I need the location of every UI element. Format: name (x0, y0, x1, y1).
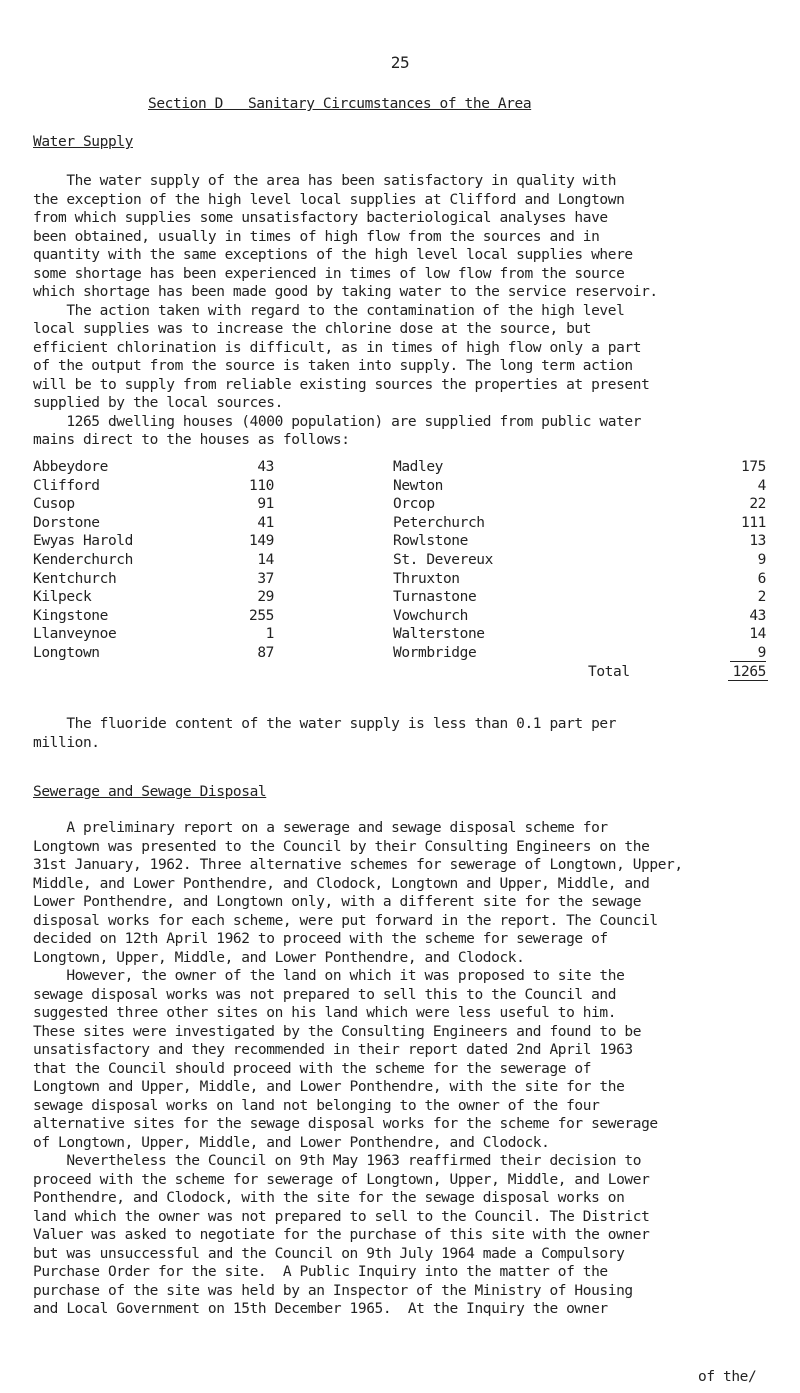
table-row (0, 570, 800, 588)
text-line: The water supply of the area has been satisfactory in quality with (33, 173, 617, 189)
text-line: some shortage has been experienced in times of low flow from the source (33, 265, 625, 282)
text-line: A preliminary report on a sewerage and sewage disposal scheme for (33, 820, 608, 836)
text-line: land which the owner was not prepared to sell to the Council. The District (33, 1208, 650, 1225)
place-name: Longtown (33, 645, 100, 661)
place-name: Abbeydore (33, 459, 108, 475)
house-count: 255 (249, 607, 274, 624)
house-count: 2 (757, 589, 766, 606)
text-line: Valuer was asked to negotiate for the purchase of this site with the owner (33, 1227, 650, 1243)
house-count: 6 (757, 570, 766, 587)
house-count: 13 (749, 533, 766, 550)
text-line: million. (33, 734, 100, 751)
table-row (0, 625, 800, 643)
house-count: 9 (757, 645, 766, 661)
text-line: The action taken with regard to the contamination of the high level (33, 302, 625, 319)
text-line: supplied by the local sources. (33, 395, 283, 411)
text-line: that the Council should proceed with the scheme for the sewerage of (33, 1060, 592, 1077)
house-count: 14 (749, 626, 766, 643)
text-line: quantity with the same exceptions of the high level local supplies where (33, 247, 633, 263)
text-line: disposal works for each scheme, were put forward in the report. The Council (33, 912, 658, 929)
house-count: 22 (749, 496, 766, 513)
total-rule (730, 661, 766, 662)
text-line: Longtown was presented to the Council by their Consulting Engineers on the (33, 838, 650, 855)
text-line: will be to supply from reliable existing sources the properties at present (33, 376, 650, 393)
place-name: Walterstone (393, 626, 485, 643)
house-count: 4 (757, 477, 766, 494)
place-name: Kentchurch (33, 570, 117, 587)
place-name: Ewyas Harold (33, 533, 133, 550)
table-row (0, 588, 800, 606)
place-name: St. Devereux (393, 552, 493, 568)
total-label: Total (588, 663, 630, 680)
section-heading: Section D Sanitary Circumstances of the Area (148, 96, 532, 112)
text-line: the exception of the high level local supplies at Clifford and Longtown (33, 191, 625, 208)
text-line: from which supplies some unsatisfactory bacteriological analyses have (33, 210, 608, 226)
house-count: 43 (749, 607, 766, 624)
text-line: been obtained, usually in times of high flow from the sources and in (33, 228, 600, 245)
total-row (0, 663, 800, 681)
continuation-note: of the/ (698, 1369, 757, 1385)
text-line: Ponthendre, and Clodock, with the site for the sewage disposal works on (33, 1190, 625, 1206)
text-line: suggested three other sites on his land which were less useful to him. (33, 1005, 617, 1021)
text-line: but was unsuccessful and the Council on 9th July 1964 made a Compulsory (33, 1245, 625, 1262)
house-count: 1 (265, 626, 274, 643)
table-row (0, 458, 800, 476)
text-line: unsatisfactory and they recommended in their report dated 2nd April 1963 (33, 1042, 633, 1058)
place-name: Clifford (33, 477, 100, 494)
text-line: of Longtown, Upper, Middle, and Lower Ponthendre, and Clodock. (33, 1134, 550, 1151)
text-line: purchase of the site was held by an Inspector of the Ministry of Housing (33, 1282, 633, 1299)
page-number: 25 (390, 53, 410, 72)
place-name: Kilpeck (33, 589, 92, 606)
text-line: of the output from the source is taken into supply. The long term action (33, 358, 633, 374)
text-line: decided on 12th April 1962 to proceed with the scheme for sewerage of (33, 931, 608, 947)
house-count: 37 (257, 570, 274, 587)
total-value: 1265 (732, 663, 766, 680)
text-line: 31st January, 1962. Three alternative schemes for sewerage of Longtown, Upper, (33, 857, 683, 873)
text-line: Lower Ponthendre, and Longtown only, with a different site for the sewage (33, 894, 642, 910)
place-name: Kingstone (33, 607, 108, 624)
text-line: and Local Government on 15th December 1965. At the Inquiry the owner (33, 1301, 608, 1317)
text-line: proceed with the scheme for sewerage of Longtown, Upper, Middle, and Lower (33, 1171, 650, 1188)
place-name: Madley (393, 459, 443, 475)
table-row (0, 551, 800, 569)
place-name: Llanveynoe (33, 626, 117, 643)
place-name: Thruxton (393, 570, 460, 587)
place-name: Vowchurch (393, 607, 468, 624)
text-line: alternative sites for the sewage disposal works for the scheme for sewerage (33, 1116, 658, 1132)
house-count: 111 (741, 514, 766, 531)
place-name: Wormbridge (393, 645, 477, 661)
house-count: 41 (257, 514, 274, 531)
text-line: Purchase Order for the site. A Public Inquiry into the matter of the (33, 1264, 608, 1280)
house-count: 87 (257, 645, 274, 661)
table-row (0, 495, 800, 513)
place-name: Newton (393, 477, 443, 494)
place-name: Turnastone (393, 589, 477, 606)
house-count: 14 (257, 552, 274, 568)
table-row (0, 477, 800, 495)
text-line: However, the owner of the land on which it was proposed to site the (33, 968, 625, 984)
house-count: 149 (249, 533, 274, 550)
place-name: Dorstone (33, 514, 100, 531)
text-line: The fluoride content of the water supply is less than 0.1 part per (33, 716, 617, 732)
text-line: mains direct to the houses as follows: (33, 432, 350, 448)
total-underline (728, 680, 768, 681)
house-count: 29 (257, 589, 274, 606)
text-line: sewage disposal works on land not belonging to the owner of the four (33, 1097, 600, 1114)
text-line: Longtown and Upper, Middle, and Lower Ponthendre, with the site for the (33, 1079, 625, 1095)
text-line: These sites were investigated by the Consulting Engineers and found to be (33, 1023, 642, 1040)
house-count: 9 (757, 552, 766, 568)
text-line: efficient chlorination is difficult, as in times of high flow only a part (33, 339, 642, 356)
place-name: Peterchurch (393, 514, 485, 531)
sewerage-heading: Sewerage and Sewage Disposal (33, 784, 267, 800)
house-count: 43 (257, 459, 274, 475)
place-name: Orcop (393, 496, 435, 513)
house-count: 110 (249, 477, 274, 494)
text-line: 1265 dwelling houses (4000 population) are supplied from public water (33, 413, 642, 430)
text-line: local supplies was to increase the chlorine dose at the source, but (33, 321, 592, 337)
text-line: Middle, and Lower Ponthendre, and Clodock, Longtown and Upper, Middle, and (33, 875, 650, 892)
text-line: sewage disposal works was not prepared to sell this to the Council and (33, 986, 617, 1003)
place-name: Rowlstone (393, 533, 468, 550)
table-row (0, 644, 800, 662)
text-line: Longtown, Upper, Middle, and Lower Ponthendre, and Clodock. (33, 949, 525, 966)
water-supply-table (0, 458, 800, 698)
text-line: Nevertheless the Council on 9th May 1963 reaffirmed their decision to (33, 1153, 642, 1169)
text-line: which shortage has been made good by taking water to the service reservoir. (33, 284, 658, 300)
water-supply-heading: Water Supply (33, 134, 133, 150)
place-name: Cusop (33, 496, 75, 513)
house-count: 175 (741, 459, 766, 475)
house-count: 91 (257, 496, 274, 513)
table-row (0, 532, 800, 550)
table-row (0, 514, 800, 532)
place-name: Kenderchurch (33, 552, 133, 568)
table-row (0, 607, 800, 625)
